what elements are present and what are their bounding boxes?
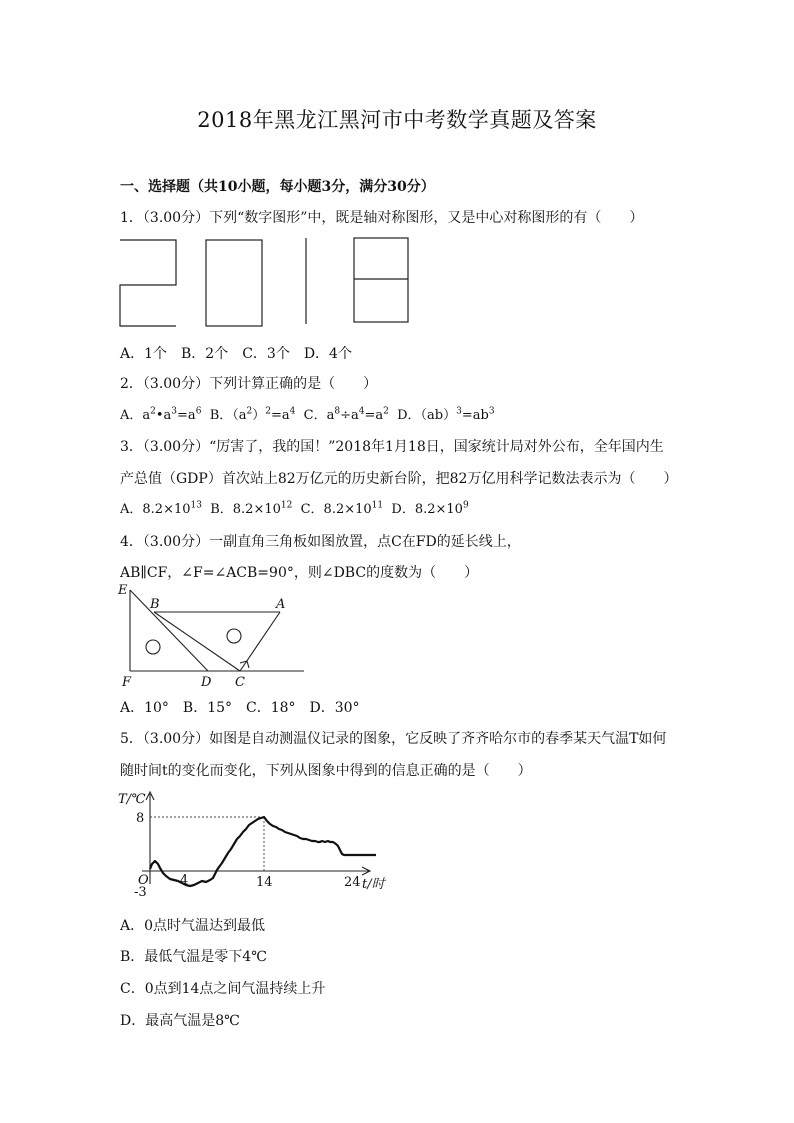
digit-2-shape bbox=[120, 240, 176, 326]
question-4-options: A．10° B．15° C．18° D．30° bbox=[120, 700, 360, 716]
question-5-stem-line-2: 随时间t的变化而变化，下列从图象中得到的信息正确的是（ ） bbox=[120, 763, 532, 779]
question-5-option-a: A．0点时气温达到最低 bbox=[120, 918, 266, 934]
hole-left bbox=[146, 640, 160, 654]
tick-label-14: 14 bbox=[256, 875, 273, 890]
q3-option-b: B．$8.2\times 10^{12}$ bbox=[210, 500, 293, 517]
tick-label-neg3: -3 bbox=[134, 885, 147, 896]
label-D: D bbox=[201, 675, 212, 690]
question-4-stem-line-2: AB∥CF，∠F=∠ACB=90°，则∠DBC的度数为（ ） bbox=[120, 565, 479, 581]
hole-right bbox=[227, 629, 241, 643]
section-heading: 一、选择题（共10小题，每小题3分，满分30分） bbox=[120, 179, 435, 195]
question-3-stem-line-2: 产总值（GDP）首次站上82万亿元的历史新台阶，把82万亿用科学记数法表示为（ ） bbox=[120, 471, 678, 487]
question-5-option-c: C．0点到14点之间气温持续上升 bbox=[120, 981, 326, 997]
question-1-options: A．1个 B．2个 C．3个 D．4个 bbox=[120, 346, 352, 362]
question-4-stem-line-1: 4．（3.00分）一副直角三角板如图放置，点C在FD的延长线上， bbox=[120, 534, 521, 550]
question-2-stem: 2．（3.00分）下列计算正确的是（ ） bbox=[120, 376, 378, 392]
question-2-options bbox=[120, 404, 495, 423]
digit-0-shape bbox=[206, 240, 262, 326]
label-A: A bbox=[276, 597, 286, 612]
y-axis-label: T/℃ bbox=[118, 792, 146, 807]
q2-option-b: B．$(a^2)^2=a^4$ bbox=[209, 406, 296, 423]
tick-label-8: 8 bbox=[136, 811, 145, 826]
tick-label-24: 24 bbox=[344, 875, 361, 890]
question-1-stem: 1．（3.00分）下列“数字图形”中，既是轴对称图形，又是中心对称图形的有（ ） bbox=[120, 210, 644, 226]
label-B: B bbox=[150, 597, 160, 612]
question-5-stem-line-1: 5．（3.00分）如图是自动测温仪记录的图象，它反映了齐齐哈尔市的春季某天气温T如何 bbox=[120, 731, 667, 747]
x-axis-label: t/时 bbox=[362, 877, 385, 892]
tick-label-4: 4 bbox=[180, 873, 189, 888]
temperature-graph bbox=[114, 788, 394, 896]
question-5-option-b: B．最低气温是零下4℃ bbox=[120, 949, 267, 965]
page-title: 2018年黑龙江黑河市中考数学真题及答案 bbox=[197, 108, 597, 132]
q3-option-c: C．$8.2\times 10^{11}$ bbox=[300, 500, 384, 517]
digit-8-shape bbox=[354, 238, 408, 322]
q3-option-a: A．$8.2\times 10^{13}$ bbox=[120, 500, 202, 517]
question-3-stem-line-1: 3．（3.00分）“厉害了，我的国！”2018年1月18日，国家统计局对外公布，全年国内生 bbox=[120, 439, 664, 455]
label-C: C bbox=[235, 675, 245, 690]
q3-option-d: D．$8.2\times 10^9$ bbox=[391, 500, 469, 517]
q2-option-c: C．$a^8\div a^4=a^2$ bbox=[303, 406, 389, 423]
question-3-options bbox=[120, 498, 469, 517]
q2-option-d: D．$(ab)^3=ab^3$ bbox=[397, 406, 495, 423]
origin-label: O bbox=[138, 873, 149, 888]
label-E: E bbox=[118, 584, 128, 598]
triangle-figure bbox=[116, 584, 312, 690]
q2-option-a: A．$a^2•a^3=a^6$ bbox=[120, 406, 202, 423]
label-F: F bbox=[122, 675, 132, 690]
question-5-option-d: D．最高气温是8℃ bbox=[120, 1013, 240, 1029]
digit-figures bbox=[118, 236, 418, 330]
